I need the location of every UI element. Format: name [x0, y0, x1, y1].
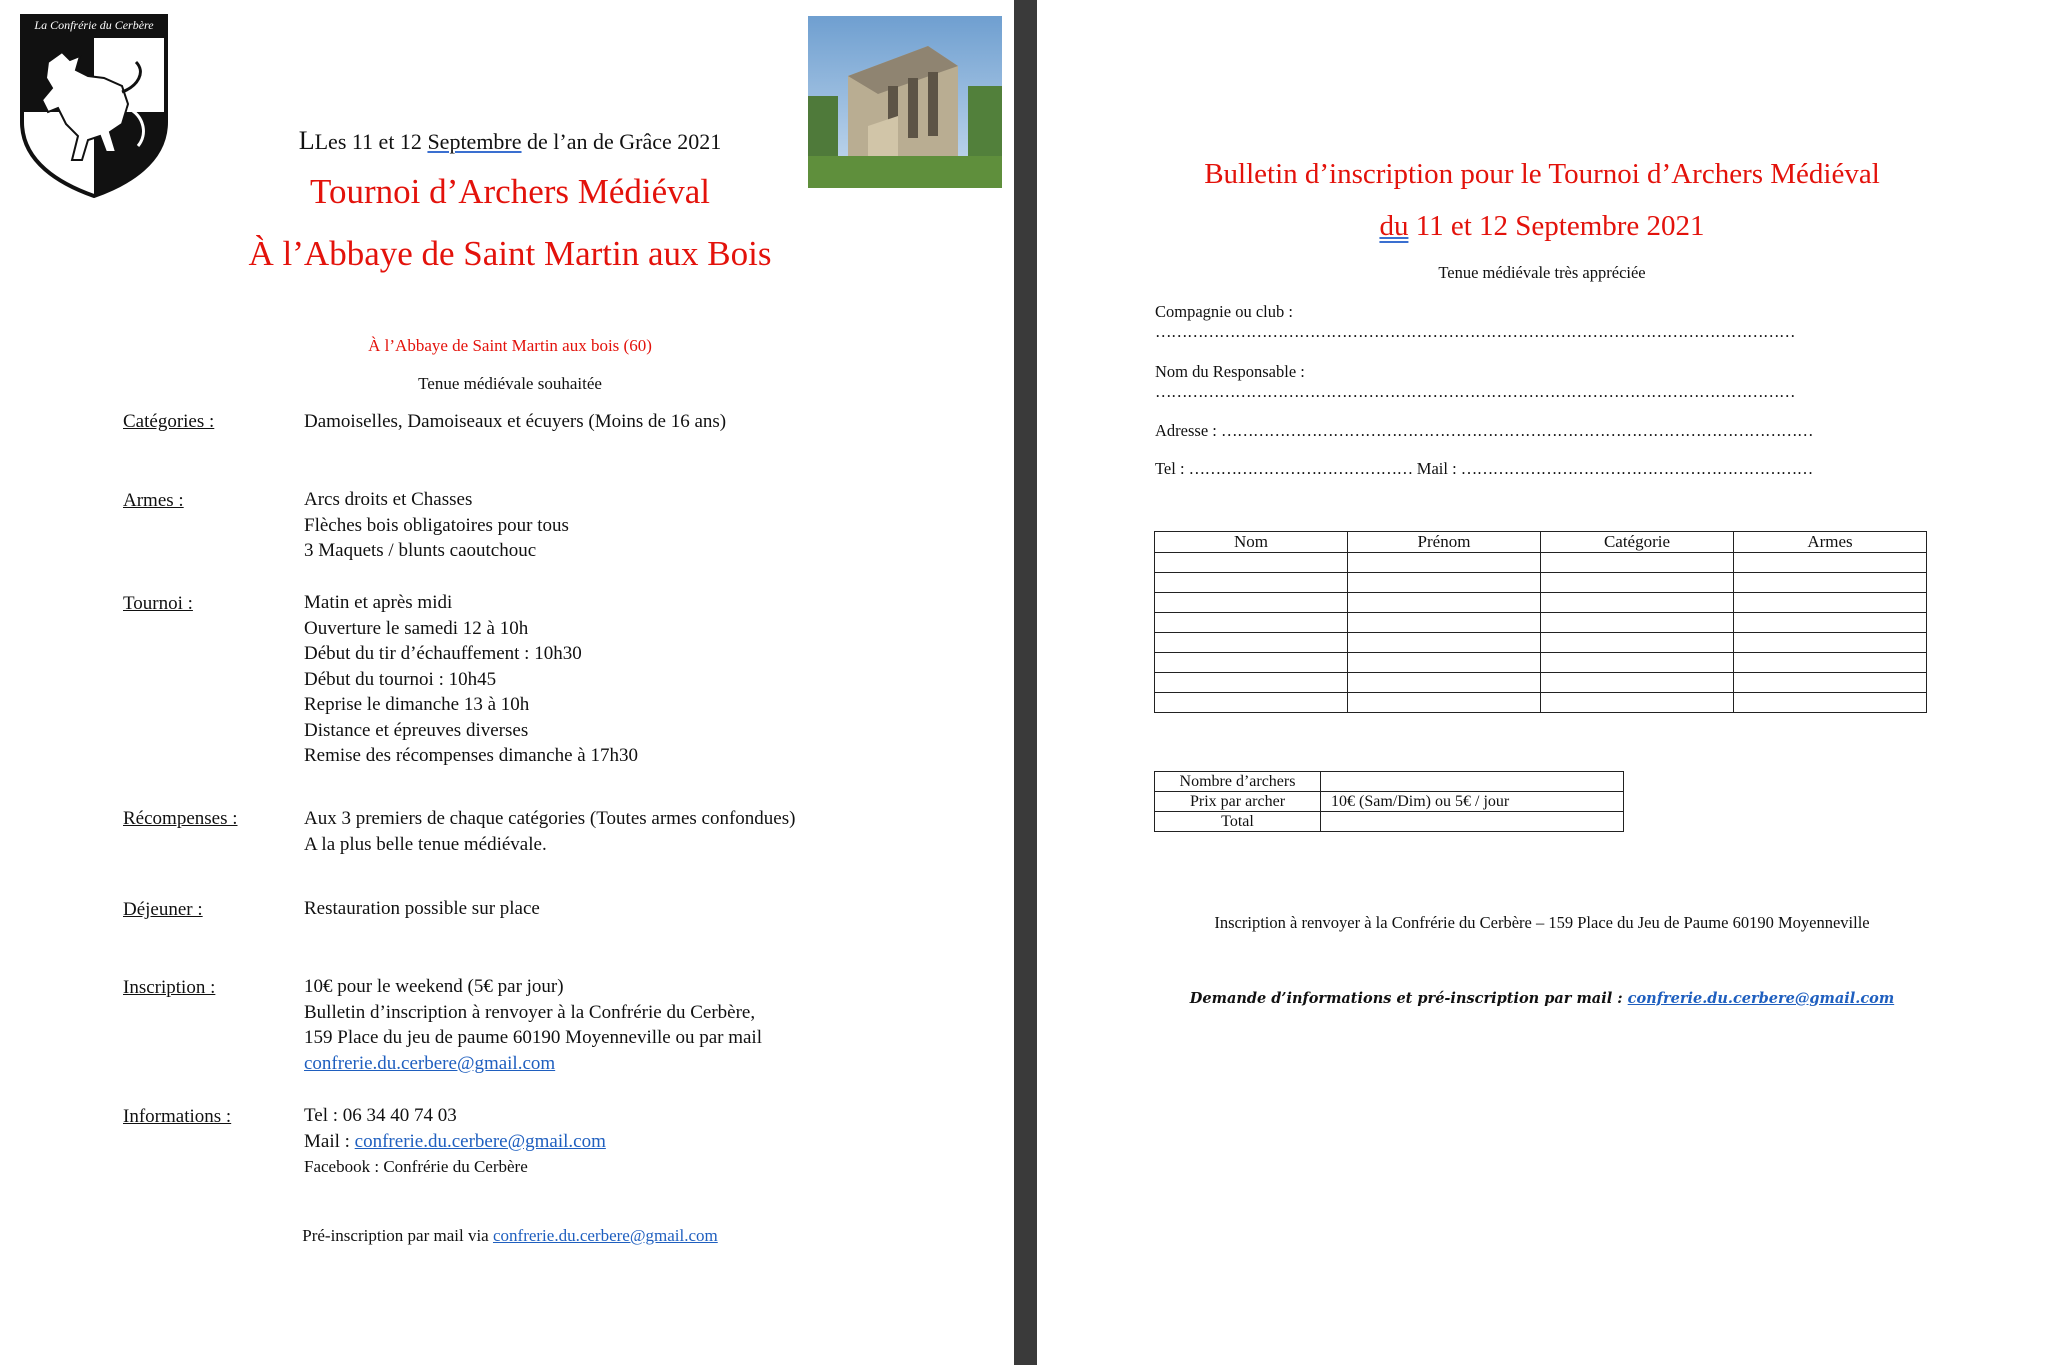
price-value-unit: 10€ (Sam/Dim) ou 5€ / jour [1321, 792, 1624, 812]
cerbere-logo [18, 12, 170, 198]
mail-label: Mail : [1412, 459, 1457, 478]
participant-cell[interactable] [1348, 553, 1541, 573]
participant-cell[interactable] [1348, 653, 1541, 673]
inscription-line: Bulletin d’inscription à renvoyer à la Confrérie du Cerbère, [304, 1001, 756, 1023]
participant-cell[interactable] [1541, 653, 1734, 673]
inscription-content [304, 974, 762, 1076]
participant-cell[interactable] [1734, 593, 1927, 613]
price-table [1154, 771, 1624, 832]
flyer-page [0, 0, 1014, 1365]
participant-cell[interactable] [1734, 693, 1927, 713]
informations-tel: Tel : 06 34 40 74 03 [304, 1105, 457, 1126]
participant-row [1155, 653, 1927, 673]
participant-cell[interactable] [1734, 653, 1927, 673]
header-nom: Nom [1155, 532, 1348, 553]
informations-content [304, 1103, 606, 1180]
price-value-count[interactable] [1321, 772, 1624, 792]
informations-label: Informations : [123, 1106, 232, 1127]
participant-cell[interactable] [1541, 693, 1734, 713]
date-month: Septembre [427, 129, 522, 154]
participant-cell[interactable] [1541, 573, 1734, 593]
adresse-label: Adresse : [1155, 421, 1217, 440]
abbey-photo [808, 16, 1002, 188]
dress-line: Tenue médiévale souhaitée [418, 374, 602, 393]
flyer-title: Tournoi d’Archers Médiéval [310, 172, 710, 211]
request-email-link[interactable]: confrerie.du.cerbere@gmail.com [1627, 990, 1895, 1007]
participant-cell[interactable] [1155, 633, 1348, 653]
mail-field[interactable]: ………………………………………………………… [1460, 459, 1813, 478]
inscription-email-link[interactable]: confrerie.du.cerbere@gmail.com [304, 1052, 556, 1074]
form-dress-line: Tenue médiévale très appréciée [1438, 263, 1646, 282]
participant-row [1155, 553, 1927, 573]
participant-cell[interactable] [1155, 673, 1348, 693]
participant-cell[interactable] [1155, 593, 1348, 613]
date-line: LLes 11 et 12 Septembre de l’an de Grâce 2021 [298, 126, 722, 155]
dejeuner-content [304, 896, 540, 922]
location-line: À l’Abbaye de Saint Martin aux bois (60) [368, 336, 652, 355]
request-prefix: Demande d’informations et pré-inscription par mail : [1189, 990, 1628, 1007]
participant-cell[interactable] [1734, 573, 1927, 593]
armes-line: Arcs droits et Chasses [304, 489, 473, 510]
participant-cell[interactable] [1155, 553, 1348, 573]
logo-banner-text: La Confrérie du Cerbère [34, 18, 154, 32]
header-categorie: Catégorie [1541, 532, 1734, 553]
participant-cell[interactable] [1348, 633, 1541, 653]
participant-cell[interactable] [1734, 553, 1927, 573]
header-prenom: Prénom [1348, 532, 1541, 553]
inscription-label: Inscription : [123, 977, 216, 998]
tournoi-line: Matin et après midi [304, 592, 453, 613]
tournoi-line: Reprise le dimanche 13 à 10h [304, 694, 530, 715]
participant-cell[interactable] [1155, 573, 1348, 593]
contact-line [1155, 459, 1813, 479]
inscription-line: 10€ pour le weekend (5€ par jour) [304, 976, 564, 997]
participant-cell[interactable] [1348, 573, 1541, 593]
participant-cell[interactable] [1348, 613, 1541, 633]
recompenses-line: Aux 3 premiers de chaque catégories (Toutes armes confondues) [304, 808, 796, 829]
price-label-unit: Prix par archer [1155, 792, 1321, 812]
tel-label: Tel : [1155, 459, 1185, 478]
form-subtitle-rest: 11 et 12 Septembre 2021 [1408, 210, 1705, 242]
participant-row [1155, 693, 1927, 713]
heraldic-wolf-shield-icon [18, 12, 170, 198]
participant-row [1155, 613, 1927, 633]
form-title: Bulletin d’inscription pour le Tournoi d’Archers Médiéval [1204, 158, 1880, 190]
send-line: Inscription à renvoyer à la Confrérie du Cerbère – 159 Place du Jeu de Paume 60190 Moyenneville [1214, 913, 1870, 932]
footer-email-link[interactable]: confrerie.du.cerbere@gmail.com [492, 1226, 718, 1245]
tournoi-line: Ouverture le samedi 12 à 10h [304, 617, 529, 639]
responsable-field[interactable]: ………………………………………………………………………………………………………… [1155, 382, 1795, 401]
participant-cell[interactable] [1541, 593, 1734, 613]
request-line [1057, 990, 2027, 1007]
participant-cell[interactable] [1155, 613, 1348, 633]
inscription-line: 159 Place du jeu de paume 60190 Moyenneville ou par mail [304, 1027, 762, 1048]
responsable-label: Nom du Responsable : [1155, 362, 1305, 381]
tournoi-line: Distance et épreuves diverses [304, 719, 529, 741]
categories-content [304, 409, 726, 435]
price-label-count: Nombre d’archers [1155, 772, 1321, 792]
form-subtitle [1057, 210, 2027, 243]
price-row [1155, 772, 1624, 792]
tel-field[interactable]: …………………………………… [1188, 459, 1413, 478]
club-label: Compagnie ou club : [1155, 302, 1293, 321]
armes-content [304, 487, 569, 564]
dejeuner-label: Déjeuner : [123, 899, 203, 920]
participant-row [1155, 633, 1927, 653]
informations-mail-prefix: Mail : [304, 1130, 355, 1152]
recompenses-content [304, 806, 795, 857]
price-label-total: Total [1155, 812, 1321, 832]
adresse-field[interactable]: ………………………………………………………………………………………………… [1220, 421, 1813, 440]
registration-form-page [1037, 0, 2048, 1365]
flyer-subtitle: À l’Abbaye de Saint Martin aux Bois [248, 234, 772, 273]
abbey-photo-icon [808, 16, 1002, 188]
dejeuner-line: Restauration possible sur place [304, 898, 540, 919]
date-prefix: Les 11 et 12 [314, 129, 428, 154]
participant-cell[interactable] [1541, 633, 1734, 653]
tournoi-line: Début du tir d’échauffement : 10h30 [304, 643, 582, 664]
participant-cell[interactable] [1734, 633, 1927, 653]
flyer-footer [200, 1226, 820, 1246]
participant-row [1155, 573, 1927, 593]
participant-cell[interactable] [1541, 673, 1734, 693]
participant-row [1155, 593, 1927, 613]
form-subtitle-du: du [1379, 210, 1409, 242]
participant-cell[interactable] [1348, 693, 1541, 713]
price-row [1155, 812, 1624, 832]
participant-cell[interactable] [1541, 553, 1734, 573]
participant-cell[interactable] [1155, 653, 1348, 673]
tournoi-line: Remise des récompenses dimanche à 17h30 [304, 745, 638, 766]
participant-row [1155, 673, 1927, 693]
categories-line: Damoiselles, Damoiseaux et écuyers (Moins de 16 ans) [304, 411, 727, 432]
participant-cell[interactable] [1348, 673, 1541, 693]
tournoi-content [304, 590, 638, 769]
date-suffix: de l’an de Grâce 2021 [521, 129, 722, 154]
participants-header-row [1155, 532, 1927, 553]
recompenses-label: Récompenses : [123, 808, 238, 829]
participant-cell[interactable] [1348, 593, 1541, 613]
tournoi-line: Début du tournoi : 10h45 [304, 668, 497, 690]
price-row [1155, 792, 1624, 812]
participant-cell[interactable] [1734, 673, 1927, 693]
footer-prefix: Pré-inscription par mail via [302, 1226, 493, 1245]
informations-facebook: Facebook : Confrérie du Cerbère [304, 1157, 528, 1176]
categories-label: Catégories : [123, 411, 215, 432]
participants-table [1154, 531, 1927, 713]
tournoi-label: Tournoi : [123, 593, 193, 614]
participant-cell[interactable] [1155, 693, 1348, 713]
armes-label: Armes : [123, 490, 184, 511]
price-value-total[interactable] [1321, 812, 1624, 832]
adresse-line [1155, 421, 1813, 441]
informations-email-link[interactable]: confrerie.du.cerbere@gmail.com [354, 1130, 606, 1152]
participant-cell[interactable] [1734, 613, 1927, 633]
armes-line: 3 Maquets / blunts caoutchouc [304, 540, 537, 561]
header-armes: Armes [1734, 532, 1927, 553]
participant-cell[interactable] [1541, 613, 1734, 633]
armes-line: Flèches bois obligatoires pour tous [304, 514, 569, 536]
recompenses-line: A la plus belle tenue médiévale. [304, 833, 547, 855]
club-field[interactable]: ………………………………………………………………………………………………………… [1155, 322, 1795, 341]
